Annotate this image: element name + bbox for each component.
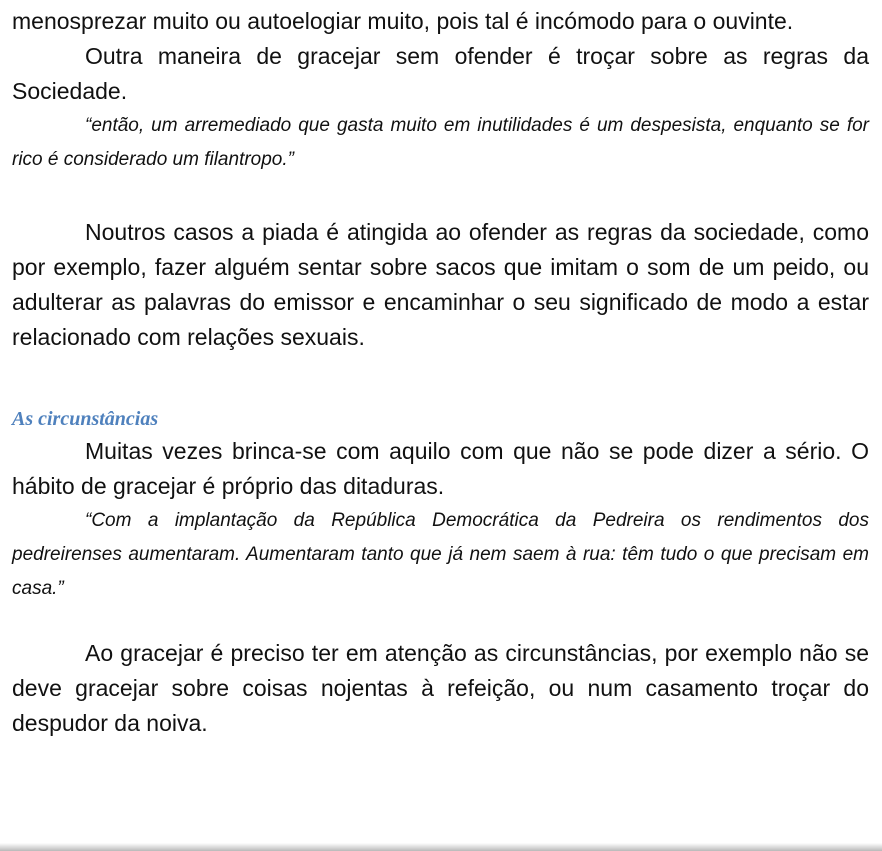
section-heading: As circunstâncias — [12, 408, 159, 430]
quote-republic: “Com a implantação da República Democrática da Pedreira os rendimentos dos pedreirenses aumentaram. Aumentaram tanto que já nem saem à rua: têm tudo o que precisam em casa.” — [12, 510, 869, 599]
paragraph-offending-rules: Noutros casos a piada é atingida ao ofender as regras da sociedade, como por exemplo, fazer alguém sentar sobre sacos que imitam o som de um peido, ou adulterar as palavras do emissor e encaminhar o seu significado de modo a estar relacionado com relações sexuais. — [12, 219, 869, 350]
quote-spendthrift: “então, um arremediado que gasta muito em inutilidades é um despesista, enquanto se for rico é considerado um filantropo.” — [12, 115, 869, 170]
paragraph-rules-of-society: Outra maneira de gracejar sem ofender é troçar sobre as regras da Sociedade. — [12, 43, 869, 104]
spacer — [12, 606, 869, 636]
paragraph-circumstances: Ao gracejar é preciso ter em atenção as circunstâncias, por exemplo não se deve gracejar sobre coisas nojentas à refeição, ou num casamento troçar do despudor da noiva. — [12, 640, 869, 736]
document-page — [12, 0, 869, 741]
paragraph-continuation: menosprezar muito ou autoelogiar muito, pois tal é incómodo para o ouvinte. — [12, 8, 794, 34]
paragraph-dictatorships: Muitas vezes brinca-se com aquilo com que não se pode dizer a sério. O hábito de gracejar é próprio das ditaduras. — [12, 438, 869, 499]
spacer — [12, 355, 869, 404]
spacer — [12, 177, 869, 215]
page-bottom-shadow — [0, 843, 882, 851]
